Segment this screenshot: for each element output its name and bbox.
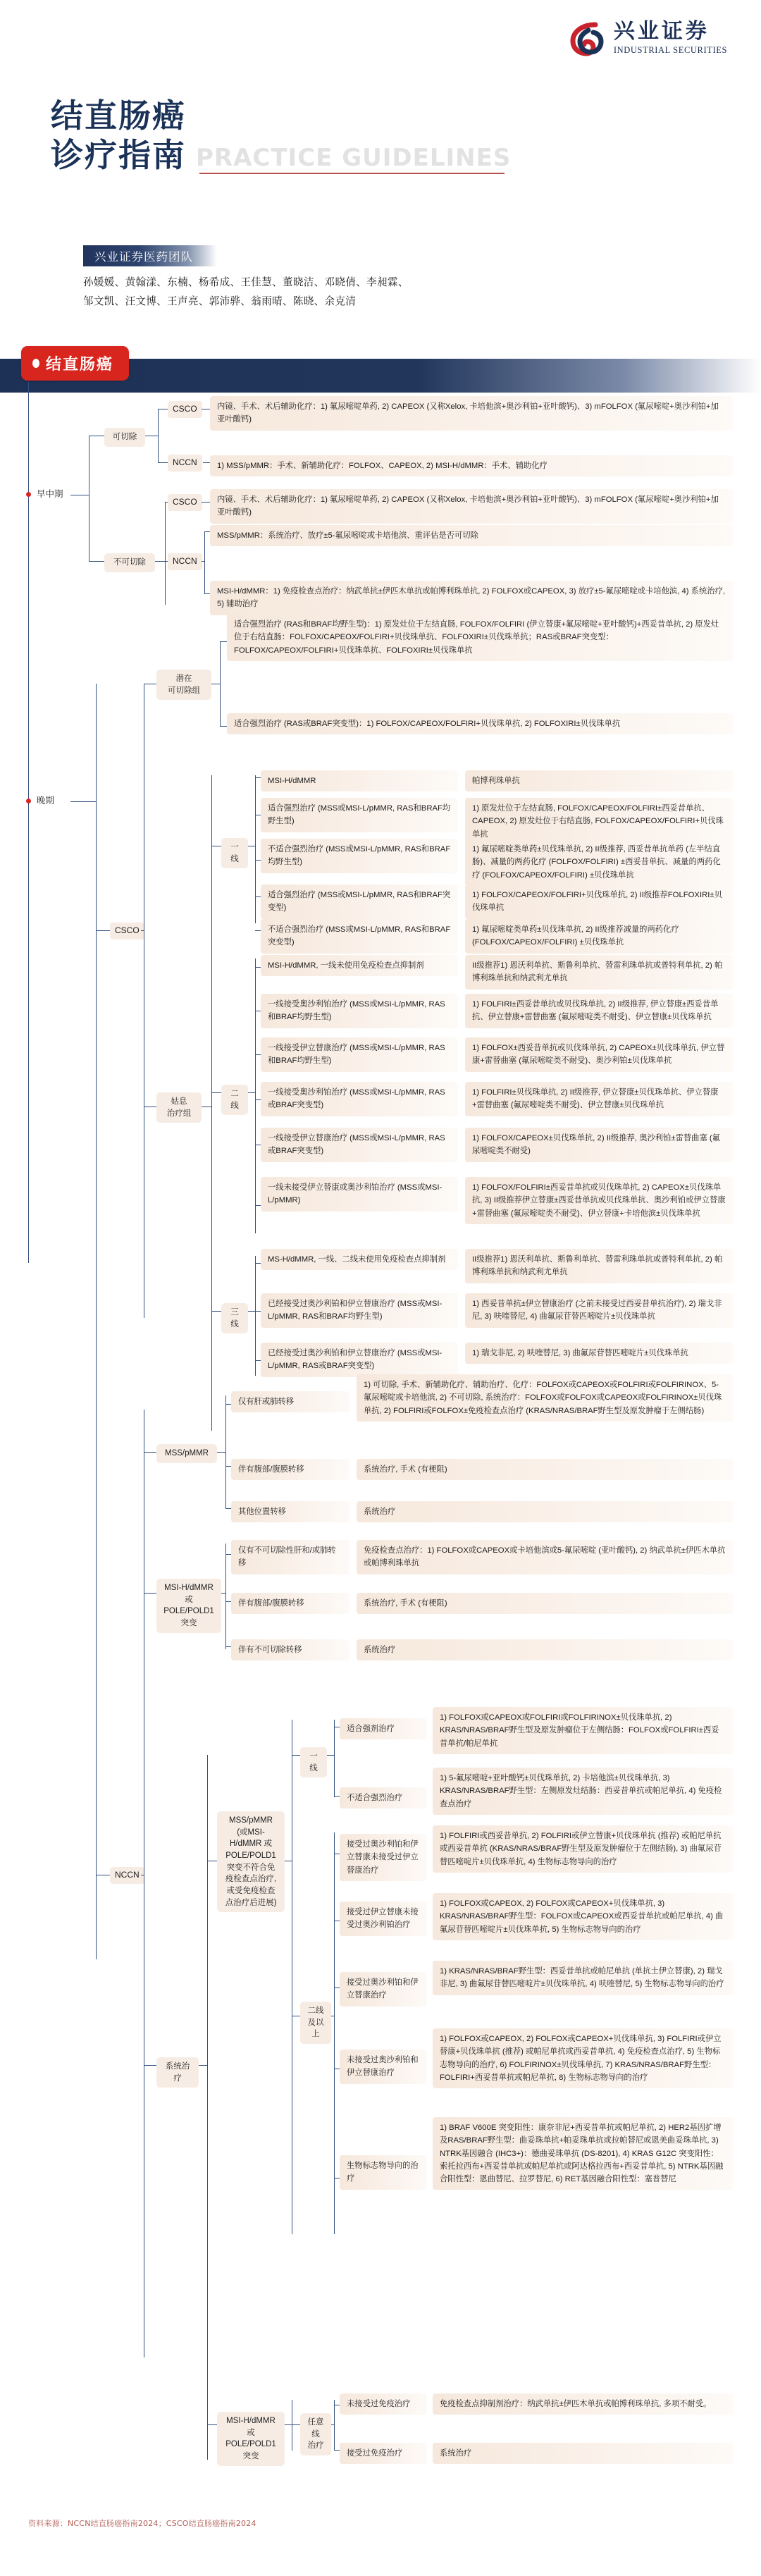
- guide-tag-csco-late: CSCO: [110, 923, 144, 939]
- node-nccn-msi-pole: MSI-H/dMMR或 POLE/POLD1突变: [156, 1579, 221, 1633]
- title-line-2: 诊疗指南: [51, 136, 186, 175]
- connector: [225, 1395, 226, 1508]
- cond-line2-4: 一线接受伊立替康治疗 (MSS或MSI-L/pMMR, RAS或BRAF突变型): [261, 1128, 458, 1162]
- treat-line3-1: 1) 西妥昔单抗±伊立替康治疗 (之前未接受过西妥昔单抗治疗), 2) 瑞戈非尼, 3) 呋喹替尼, 4) 曲氟尿苷替匹嘧啶片±贝伐珠单抗: [465, 1293, 733, 1328]
- cond-sys-line2-3: 未接受过奥沙利铂和伊立替康治疗: [340, 2050, 427, 2084]
- connector: [225, 1554, 231, 1555]
- treat-line3-2: 1) 瑞戈非尼, 2) 呋喹替尼, 3) 曲氟尿苷替匹嘧啶片±贝伐珠单抗: [465, 1343, 733, 1364]
- cond-line2-2: 一线接受伊立替康治疗 (MSS或MSI-L/pMMR, RAS和BRAF均野生型): [261, 1037, 458, 1072]
- connector: [225, 1601, 231, 1602]
- team-members: [83, 273, 619, 312]
- connector: [255, 1256, 256, 1376]
- connector: [255, 896, 261, 897]
- connector: [225, 1508, 231, 1509]
- stage-dot-early: [26, 492, 31, 497]
- cond-sys-line2-4: 生物标志物导向的治疗: [340, 2155, 427, 2190]
- node-palliative: 姑息 治疗组: [156, 1092, 202, 1123]
- connector: [255, 967, 261, 968]
- leaf-early-resectable-nccn: 1) MSS/pMMR：手术、新辅助化疗：FOLFOX、CAPEOX, 2) MSI-H/dMMR：手术、辅助化疗: [210, 455, 733, 476]
- connector: [155, 561, 165, 562]
- cond-line1-4: 不适合强烈治疗 (MSS或MSI-L/pMMR, RAS和BRAF突变型): [261, 919, 458, 954]
- treat-line1-3: 1) FOLFOX/CAPEOX/FOLFIRI+贝伐珠单抗, 2) II级推荐FOLFOXIRI±贝伐珠单抗: [465, 885, 733, 919]
- treat-nccn-msi-1: 系统治疗, 手术 (有梗阻): [357, 1593, 733, 1614]
- connector: [158, 462, 168, 463]
- page-title: [51, 96, 511, 175]
- leaf-early-unresectable-csco: 内镜、手术、术后辅助化疗：1) 氟尿嘧啶单药, 2) CAPEOX (又称Xelox, 卡培他滨+奥沙利铂+亚叶酸钙)、3) mFOLFOX (氟尿嘧啶+奥沙利铂+加亚叶酸钙): [210, 489, 733, 524]
- connector: [211, 1092, 221, 1093]
- connector: [255, 777, 261, 778]
- connector: [165, 502, 166, 605]
- title-underline: [199, 173, 505, 174]
- team-members-line-1: 孙媛媛、黄翰漾、东楠、杨希成、王佳慧、董晓洁、邓晓倩、李昶霖、: [83, 276, 409, 288]
- treat-line2-0: II级推荐1) 恩沃利单抗、斯鲁利单抗、替雷利珠单抗或普特利单抗, 2) 帕博利珠单抗和纳武利尤单抗: [465, 955, 733, 990]
- connector: [96, 930, 110, 931]
- treat-line2-5: 1) FOLFOX/FOLFIRI±西妥昔单抗或贝伐珠单抗, 2) CAPEOX±贝伐珠单抗, 3) II级推荐伊立替康±西妥昔单抗或贝伐珠单抗、奥沙利铂或伊立替康+雷替曲塞 (氟尿嘧啶类不耐受)、伊立替康+卡培他滨±贝伐珠单抗: [465, 1177, 733, 1224]
- node-line-1: 一线: [221, 838, 248, 868]
- guide-tag-nccn-2: NCCN: [168, 553, 202, 570]
- cond-sys-line2-1: 接受过伊立替康未接受过奥沙利铂治疗: [340, 1902, 427, 1936]
- connector: [255, 775, 256, 923]
- node-sys-line-1: 一线: [300, 1747, 327, 1777]
- treat-sys-line2-4: 1) BRAF V600E 突变阳性：康奈非尼+西妥昔单抗或帕尼单抗, 2) HER2基因扩增及RAS/BRAF野生型：曲妥珠单抗+帕妥珠单抗或拉帕替尼或恩美曲妥珠单抗, 3) NTRK基因融合 (IHC3+)：德曲妥珠单抗 (DS-8201), 4) KRAS G12C 突变阳性：索托拉西布+西妥昔单抗或帕尼单抗或阿达格拉西布+西妥昔单抗, 5) NTRK基因融合阳性型：恩曲替尼、拉罗替尼, 6) RET基因融合阳性型：塞普替尼: [433, 2117, 733, 2190]
- source-note: 资料来源：NCCN结直肠癌指南2024；CSCO结直肠癌指南2024: [28, 2519, 256, 2528]
- connector: [202, 502, 210, 503]
- brand-name-cn: 兴业证券: [613, 19, 710, 44]
- connector: [202, 561, 204, 562]
- brand-logo: [567, 18, 727, 58]
- guide-tag-nccn: NCCN: [168, 455, 202, 472]
- connector: [334, 1832, 335, 2234]
- treat-line1-2: 1) 氟尿嘧啶类单药±贝伐珠单抗, 2) II级推荐, 西妥昔单抗单药 (左半结直肠)、减量的两药化疗 (FOLFOX/FOLFIRI) ±西妥昔单抗、减量的两药化疗 (FOLFOX/CAPEOX/FOLFIRI) ±贝伐珠单抗: [465, 839, 733, 886]
- connector: [334, 1720, 335, 1797]
- section-badge: [21, 346, 129, 381]
- node-line-3: 三线: [221, 1303, 248, 1333]
- connector: [255, 860, 261, 861]
- connector: [220, 641, 227, 642]
- leaf-early-resectable-csco: 内镜、手术、术后辅助化疗：1) 氟尿嘧啶单药, 2) CAPEOX (又称Xelox, 卡培他滨+奥沙利铂+亚叶酸钙)、3) mFOLFOX (氟尿嘧啶+奥沙利铂+加亚叶酸钙): [210, 396, 733, 431]
- cond-line3-2: 已经接受过奥沙利铂和伊立替康治疗 (MSS或MSI-L/pMMR, RAS或BRAF突变型): [261, 1343, 458, 1377]
- cond-sys-msi-0: 未接受过免疫治疗: [340, 2393, 427, 2415]
- stage-label-early: 早中期: [37, 489, 63, 499]
- connector: [248, 1311, 255, 1312]
- brand-name-en: INDUSTRIAL SECURITIES: [613, 45, 727, 56]
- connector: [248, 1092, 255, 1093]
- connector: [144, 1452, 156, 1453]
- industrial-securities-logo-icon: [567, 18, 607, 58]
- connector: [204, 593, 210, 594]
- cond-nccn-msi-0: 仅有不可切除性肝和/或肺转移: [231, 1540, 349, 1574]
- treat-line1-1: 1) 原发灶位于左结直肠, FOLFOX/CAPEOX/FOLFIRI±西妥昔单抗、CAPEOX, 2) 原发灶位于右结直肠, FOLFOX/CAPEOX/FOLFIRI+贝伐珠单抗: [465, 798, 733, 845]
- connector: [255, 1311, 261, 1312]
- treat-sys-line2-2: 1) KRAS/NRAS/BRAF野生型：西妥昔单抗或帕尼单抗 (单抗土伊立替康), 2) 瑞戈非尼, 3) 曲氟尿苷替匹嘧啶片±贝伐珠单抗, 4) 呋喹替尼, 5) 生物标志物导向的治疗: [433, 1961, 733, 1995]
- connector: [327, 1755, 334, 1756]
- cond-nccn-msi-1: 伴有腹部/腹膜转移: [231, 1593, 349, 1614]
- connector: [255, 1205, 261, 1206]
- connector: [70, 801, 96, 802]
- connector: [334, 1796, 340, 1797]
- leaf-early-unresectable-nccn-1: MSS/pMMR：系统治疗、放疗±5-氟尿嘧啶或卡培他滨、重评估是否可切除: [210, 525, 733, 546]
- cond-line2-0: MSI-H/dMMR, 一线未使用免疫检查点抑制剂: [261, 955, 458, 976]
- treat-sys-msi-0: 免疫检查点抑制剂治疗：纳武单抗±伊匹木单抗或帕博利珠单抗, 多项不耐受。: [433, 2393, 733, 2415]
- treat-nccn-mss-1: 系统治疗, 手术 (有梗阻): [357, 1459, 733, 1480]
- leaf-late-potential-2: 适合强烈治疗 (RAS或BRAF突变型)：1) FOLFOX/CAPEOX/FOLFIRI+贝伐珠单抗, 2) FOLFOXIRI±贝伐珠单抗: [227, 713, 733, 734]
- treat-line2-2: 1) FOLFOX±西妥昔单抗或贝伐珠单抗, 2) CAPEOX±贝伐珠单抗, 伊立替康+雷替曲塞 (氟尿嘧啶类不耐受)、奥沙利铂±贝伐珠单抗: [465, 1037, 733, 1072]
- treat-line1-0: 帕博利珠单抗: [465, 770, 733, 791]
- treat-line3-0: II级推荐1) 恩沃利单抗、斯鲁利单抗、替雷利珠单抗或普特利单抗, 2) 帕博利珠单抗和纳武利尤单抗: [465, 1249, 733, 1283]
- connector: [255, 1099, 261, 1100]
- cond-line2-1: 一线接受奥沙利铂治疗 (MSS或MSI-L/pMMR, RAS和BRAF均野生型): [261, 994, 458, 1028]
- connector: [211, 1311, 221, 1312]
- connector: [255, 930, 261, 931]
- connector: [285, 2424, 292, 2425]
- treat-line2-4: 1) FOLFOX/CAPEOX±贝伐珠单抗, 2) II级推荐, 奥沙利铂±雷替曲塞 (氟尿嘧啶类不耐受): [465, 1128, 733, 1162]
- connector: [211, 775, 212, 1431]
- cond-line2-3: 一线接受奥沙利铂治疗 (MSS或MSI-L/pMMR, RAS或BRAF突变型): [261, 1082, 458, 1116]
- cond-sys-msi-1: 接受过免疫治疗: [340, 2443, 427, 2464]
- cond-line1-1: 适合强烈治疗 (MSS或MSI-L/pMMR, RAS和BRAF均野生型): [261, 798, 458, 832]
- connector: [204, 531, 210, 532]
- trunk-line: [28, 382, 29, 1263]
- guide-tag-nccn-late: NCCN: [110, 1867, 144, 1884]
- treat-sys-line2-3: 1) FOLFOX或CAPEOX, 2) FOLFOX或CAPEOX+贝伐珠单抗, 3) FOLFIRI或伊立替康+贝伐珠单抗 (推荐) 或帕尼单抗或西妥昔单抗, 4) 免疫检查点治疗, 5) 生物标志物导向的治疗, 6) FOLFIRINOX±贝伐珠单抗, 7) KRAS/NRAS/BRAF野生型：FOLFIRI+西妥昔单抗或帕尼单抗, 8) 生物标志物导向的治疗: [433, 2028, 733, 2088]
- connector: [207, 2424, 217, 2425]
- connector: [220, 641, 221, 726]
- brand-logo-text: [614, 21, 727, 55]
- cond-nccn-msi-2: 伴有不可切除转移: [231, 1639, 349, 1660]
- node-nccn-mss-pmmr: MSS/pMMR: [156, 1444, 217, 1463]
- connector: [199, 2065, 207, 2066]
- section-badge-label: 结直肠癌: [46, 356, 114, 374]
- connector: [144, 2065, 156, 2066]
- treat-sys-line1-0: 1) FOLFOX或CAPEOX或FOLFIRI或FOLFIRINOX±贝伐珠单抗, 2) KRAS/NRAS/BRAF野生型及原发肿瘤位于左侧结肠：FOLFOX或FOLFIRI±西妥昔单抗/帕尼单抗: [433, 1707, 733, 1754]
- connector: [203, 462, 210, 463]
- treat-nccn-mss-0: 1) 可切除, 手术、新辅助化疗、辅助治疗、化疗：FOLFOX或CAPEOX或FOLFIRI或FOLFIRINOX、5-氟尿嘧啶或卡培他滨, 2) 不可切除, 系统治疗：FOLFOX或FOLFOX或CAPEOX或FOLFIRINOX±贝伐珠单抗, 2) FOLFIRI或FOLFOX±免疫检查点治疗 (KRAS/NRAS/BRAF野生型及原发肿瘤于左侧结肠): [357, 1374, 733, 1422]
- connector: [220, 726, 227, 727]
- connector: [225, 1543, 226, 1649]
- connector: [255, 959, 256, 1233]
- treat-sys-msi-1: 系统治疗: [433, 2443, 733, 2464]
- title-line-1: 结直肠癌: [51, 97, 186, 135]
- node-sys-line-2plus: 二线 及以上: [300, 2002, 331, 2044]
- cond-line2-5: 一线未接受伊立替康或奥沙利铂治疗 (MSS或MSI-L/pMMR): [261, 1177, 458, 1212]
- cond-line1-0: MSI-H/dMMR: [261, 770, 458, 791]
- connector: [144, 1593, 156, 1594]
- node-nccn-systemic: 系统治疗: [156, 2057, 199, 2088]
- leaf-late-potential-1: 适合强烈治疗 (RAS和BRAF均野生型)：1) 原发灶位于左结直肠, FOLFOX/FOLFIRI (伊立替康+氟尿嘧啶+亚叶酸钙)+西妥昔单抗, 2) 原发灶位于右结直肠：FOLFOX/CAPEOX/FOLFIRI+贝伐珠单抗、FOLFOXIRI±贝伐珠单抗；RAS或BRAF突变型：FOLFOX/CAPEOX/FOLFIRI+贝伐珠单抗、FOLFOXIRI±贝伐珠单抗: [227, 614, 733, 661]
- node-sys-any-line: 任意线 治疗: [300, 2413, 331, 2455]
- leaf-early-unresectable-nccn-2: MSI-H/dMMR：1) 免疫检查点治疗：纳武单抗±伊匹木单抗或帕博利珠单抗, 2) FOLFOX或CAPEOX, 3) 放疗±5-氟尿嘧啶或卡培他滨, 4) 系统治疗, 5) 辅助治疗: [210, 581, 733, 615]
- guide-tag-csco-2: CSCO: [168, 494, 202, 511]
- team-members-line-2: 邹文凯、汪文博、王声亮、郭沛骅、翁雨晴、陈晓、余克清: [83, 295, 357, 307]
- node-sys-msi-group: MSI-H/dMMR或POLE/POLD1突变: [217, 2412, 285, 2466]
- connector-late-trunk: [96, 684, 97, 1959]
- cond-line1-2: 不适合强烈治疗 (MSS或MSI-L/pMMR, RAS和BRAF均野生型): [261, 839, 458, 873]
- node-unresectable: 不可切除: [104, 553, 155, 572]
- node-line-2: 二线: [221, 1085, 248, 1115]
- treat-line1-4: 1) 氟尿嘧啶类单药±贝伐珠单抗, 2) II级推荐减量的两药化疗 (FOLFOX/CAPEOX/FOLFIRI) ±贝伐珠单抗: [465, 919, 733, 954]
- treat-nccn-mss-2: 系统治疗: [357, 1501, 733, 1522]
- connector: [334, 2450, 340, 2451]
- cond-sys-line1-0: 适合强剂治疗: [340, 1718, 427, 1739]
- connector: [204, 531, 205, 593]
- guide-tag-csco: CSCO: [168, 401, 202, 418]
- cond-line3-0: MS-H/dMMR, 一线、二线未使用免疫检查点抑制剂: [261, 1249, 458, 1270]
- node-potentially-resectable: 潜在 可切除组: [156, 670, 211, 700]
- connector: [292, 1755, 300, 1756]
- treat-sys-line2-0: 1) FOLFIRI或西妥昔单抗, 2) FOLFIRI或伊立替康+贝伐珠单抗 (推荐) 或帕尼单抗或西妥昔单抗 (KRAS/NRAS/BRAF野生型及原发肿瘤位于左侧结肠), 3) 曲氟尿苷替匹嘧啶片±贝伐珠单抗, 4) 生物标志物导向的治疗: [433, 1825, 733, 1873]
- cond-line3-1: 已经接受过奥沙利铂和伊立替康治疗 (MSS或MSI-L/pMMR, RAS和BRAF均野生型): [261, 1293, 458, 1328]
- connector: [255, 1263, 261, 1264]
- cond-sys-line2-0: 接受过奥沙利铂和伊立替康未接受过伊立替康治疗: [340, 1834, 427, 1881]
- cond-nccn-mss-1: 伴有腹部/腹膜转移: [231, 1459, 349, 1480]
- bullet-dot-icon: [32, 359, 39, 368]
- connector: [225, 1466, 231, 1467]
- cond-nccn-mss-0: 仅有肝或肺转移: [231, 1391, 349, 1412]
- connector: [158, 409, 159, 462]
- connector: [225, 1404, 231, 1405]
- connector: [217, 1452, 225, 1453]
- treat-sys-line2-1: 1) FOLFOX或CAPEOX, 2) FOLFOX或CAPEOX+贝伐珠单抗, 3) KRAS/NRAS/BRAF野生型：FOLFOX或CAPEOX或西妥昔单抗或帕尼单抗, 4) 曲氟尿苷替匹嘧啶片±贝伐珠单抗, 5) 生物标志物导向的治疗: [433, 1893, 733, 1940]
- treat-sys-line1-1: 1) 5-氟尿嘧啶+亚叶酸钙±贝伐珠单抗, 2) 卡培他滨±贝伐珠单抗, 3) KRAS/NRAS/BRAF野生型：左侧原发灶结肠：西妥昔单抗或帕尼单抗, 4) 免疫检查点治疗: [433, 1768, 733, 1815]
- connector: [141, 930, 144, 931]
- connector: [334, 2400, 335, 2451]
- cond-sys-line2-2: 接受过奥沙利铂和伊立替康治疗: [340, 1972, 427, 2007]
- cond-sys-line1-1: 不适合强烈治疗: [340, 1787, 427, 1808]
- cond-nccn-mss-2: 其他位置转移: [231, 1501, 349, 1522]
- connector: [292, 2424, 300, 2425]
- treat-nccn-msi-0: 免疫检查点治疗：1) FOLFOX或CAPEOX或卡培他滨或5-氟尿嘧啶 (亚叶酸钙), 2) 纳武单抗±伊匹木单抗或帕博利珠单抗: [357, 1540, 733, 1574]
- treat-line2-1: 1) FOLFIRI±西妥昔单抗或贝伐珠单抗, 2) II级推荐, 伊立替康±西妥昔单抗、伊立替康+雷替曲塞 (氟尿嘧啶类不耐受)、伊立替康±贝伐珠单抗: [465, 994, 733, 1028]
- stage-dot-late: [26, 799, 31, 803]
- team-bar-label: 兴业证券医药团队: [94, 250, 193, 264]
- node-resectable: 可切除: [104, 428, 145, 447]
- team-bar: [83, 245, 217, 266]
- cond-line1-3: 适合强烈治疗 (MSS或MSI-L/pMMR, RAS和BRAF突变型): [261, 885, 458, 919]
- node-sys-mss-group: MSS/pMMR (或MSI-H/dMMR 或POLE/POLD1突变不符合免疫检查点治疗, 或受免疫检查点治疗后进展): [217, 1811, 285, 1912]
- title-ghost-english: PRACTICE GUIDELINES: [196, 144, 512, 173]
- stage-label-late: 晚期: [37, 796, 55, 806]
- connector: [255, 1360, 261, 1361]
- connector: [89, 561, 104, 562]
- treat-nccn-msi-2: 系统治疗: [357, 1639, 733, 1660]
- treat-line2-3: 1) FOLFIRI±贝伐珠单抗, 2) II级推荐, 伊立替康±贝伐珠单抗、伊立替康+雷替曲塞 (氟尿嘧啶类不耐受)、伊立替康±贝伐珠单抗: [465, 1082, 733, 1116]
- connector: [225, 1646, 231, 1647]
- connector: [255, 1054, 261, 1055]
